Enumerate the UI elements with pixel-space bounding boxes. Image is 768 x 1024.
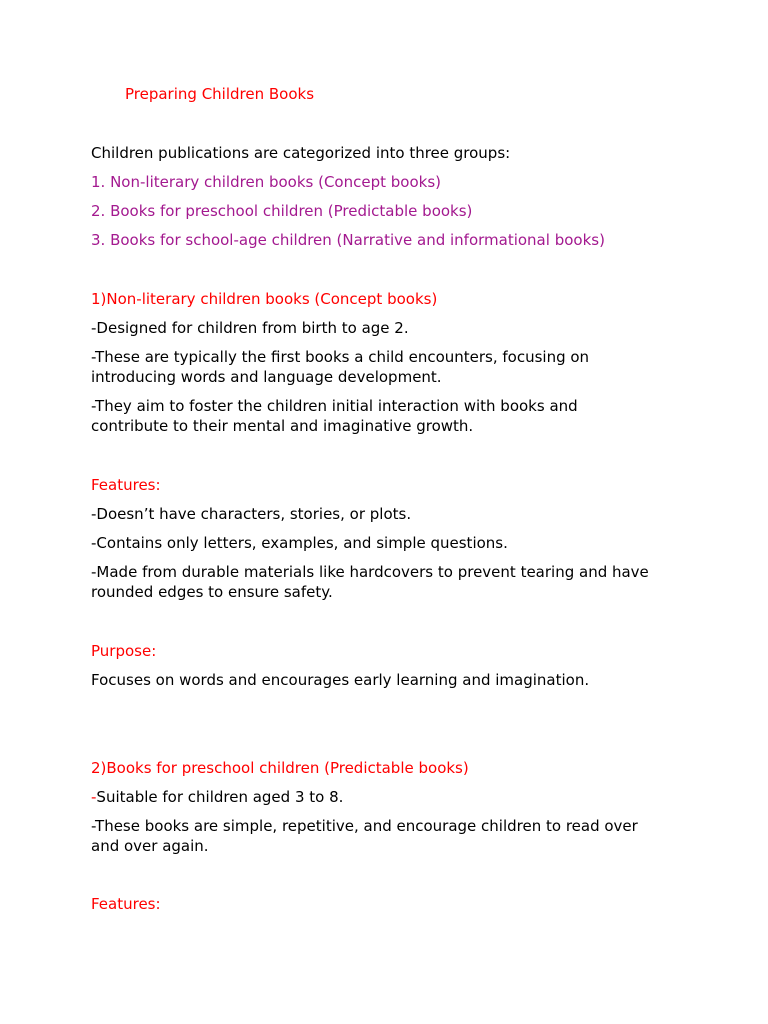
intro-text: Children publications are categorized into three groups: [91, 144, 511, 162]
section2-point-2: -These books are simple, repetitive, and encourage children to read over and over again. [91, 817, 638, 855]
section1-feature-2: -Contains only letters, examples, and simple questions. [91, 534, 508, 552]
section2-point-1-text: Suitable for children aged 3 to 8. [96, 788, 344, 806]
document-title: Preparing Children Books [125, 85, 315, 103]
section2-features-heading: Features: [91, 895, 161, 913]
section2-point-1-dash: - [91, 788, 97, 806]
section1-feature-1: -Doesn’t have characters, stories, or plots. [91, 505, 412, 523]
section1-features-heading: Features: [91, 476, 161, 494]
section1-point-3: -They aim to foster the children initial interaction with books and contribute to their mental and imaginative growth. [91, 397, 578, 435]
group-item-3: 3. Books for school-age children (Narrative and informational books) [91, 231, 605, 249]
section2-point-1 [91, 787, 691, 807]
section1-purpose-text: Focuses on words and encourages early learning and imagination. [91, 671, 590, 689]
group-item-2: 2. Books for preschool children (Predictable books) [91, 202, 473, 220]
section1-heading: 1)Non-literary children books (Concept books) [91, 290, 438, 308]
section1-feature-3: -Made from durable materials like hardcovers to prevent tearing and have rounded edges to ensure safety. [91, 563, 649, 601]
section1-point-1: -Designed for children from birth to age 2. [91, 319, 409, 337]
group-item-1: 1. Non-literary children books (Concept books) [91, 173, 441, 191]
section1-purpose-heading: Purpose: [91, 642, 157, 660]
section1-point-2: -These are typically the first books a child encounters, focusing on introducing words and language development. [91, 348, 590, 386]
section2-heading: 2)Books for preschool children (Predictable books) [91, 759, 469, 777]
